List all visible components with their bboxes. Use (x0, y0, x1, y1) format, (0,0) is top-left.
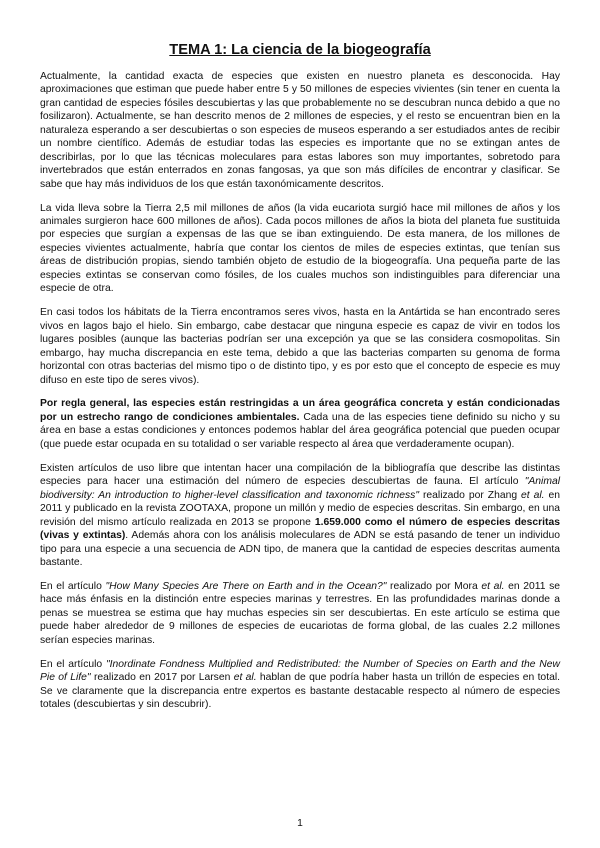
paragraph-7-text-a: En el artículo (40, 658, 106, 670)
paragraph-1: Actualmente, la cantidad exacta de especies que existen en nuestro planeta es desconocida. Hay aproximaciones que estiman que puede haber entre 5 y 50 millones de especies vivientes (sin tener en cuenta la gran cantidad de especies fósiles descubiertas y las que probablemente no se descubran nunca debido a que no fosilizaron). Actualmente, se han descrito menos de 2 millones de especies, y el resto se encuentran bien en la naturaleza esperando a ser descubiertas o son especies de museos esperando a ser estudiados antes de recibir un nombre científico. Además de estudiar todas las especies es importante que no se extingan antes de describirlas, por lo que las técnicas moleculares para estas labores son muy importantes, sobretodo para invertebrados que están enterrados en zonas fangosas, ya que son más difíciles de encontrar y clasificar. Se sabe que hay más individuos de los que están taxonómicamente descritos. (40, 71, 560, 190)
paragraph-3: En casi todos los hábitats de la Tierra encontramos seres vivos, hasta en la Antártida se han encontrado seres vivos en lagos bajo el hielo. Sin embargo, cabe destacar que ninguna especie es capaz de vivir en todos los lugares posibles (aunque las bacterias podrían ser una excepción ya que se las considera cosmopolitas. Sin embargo, hay mucha discrepancia en este tema, debido a que las bacterias comparten su genoma de forma horizontal con otras bacterias del mismo tipo o de distinto tipo, y es por esto que el concepto de especie es muy difuso en este tipo de seres vivos). (40, 307, 560, 386)
paragraph-4 (40, 397, 560, 451)
paragraph-5-text-b: realizado por Zhang (419, 489, 522, 501)
paragraph-7-text-c: hablan de que podría haber hasta un trillón de especies en total. Se ve claramente que la discrepancia entre expertos es bastante destacable respecto al número de especies totales (descubiertas y sin descubrir). (40, 672, 560, 711)
paragraph-6-text-a: En el artículo (40, 580, 106, 592)
paragraph-6-text-c: en 2011 se hace más énfasis en la distinción entre especies marinas y terrestres. En las profundidades marinas donde a penas se muestrea se estima que hay muchas especies sin ser descubiertas. En este artículo se estima que puede haber alrededor de 9 millones de especies de eucariotas de forma global, de las cuales 2.2 millones serían especies marinas. (40, 580, 560, 646)
article-title-mora: "How Many Species Are There on Earth and in the Ocean?" (105, 580, 387, 592)
species-count-statement: 1.659.000 como el número de especies descritas (vivas y extintas) (40, 516, 560, 542)
et-al: et al. (481, 580, 505, 592)
paragraph-4-text: Cada una de las especies tiene definido su nicho y su área en base a estas condiciones y entonces podemos hablar del área geográfica potencial que pueden ocupar (que puede estar ocupada en su totalidad o ser variable respecto al área que verdaderamente ocupan). (40, 411, 560, 450)
paragraph-7-text-b: realizado en 2017 por Larsen (90, 672, 234, 684)
paragraph-7 (40, 658, 560, 712)
article-title-larsen: "Inordinate Fondness Multiplied and Redistributed: the Number of Species on Earth and the New Pie of Life" (40, 658, 560, 684)
article-title-zhang: "Animal biodiversity: An introduction to higher-level classification and taxonomic richness" (40, 476, 560, 501)
paragraph-5-text-c: en 2011 y publicado en la revista ZOOTAXA, propone un millón y medio de especies descritas. Sin embargo, en una revisión del mismo artículo realizada en 2013 se propone (40, 489, 560, 528)
paragraph-6 (40, 580, 560, 647)
paragraph-2: La vida lleva sobre la Tierra 2,5 mil millones de años (la vida eucariota surgió hace mil millones de años y los animales surgieron hace 600 millones de años). Cada pocos millones de años la biota del planeta fue sustituida por especies que surgían a expensas de las que se iban extinguiendo. De esta manera, de los millones de especies vivientes actualmente, habría que contar los cientos de miles de especies extintas, que tenían sus áreas de distribución propias, siendo también objeto de estudio de la biogeografía. Una pequeña parte de las especies extintas se conservan como fósiles, de los cuales muchos son indistinguibles para diferenciar una especie de otra. (40, 202, 560, 295)
page-number: 1 (297, 818, 303, 829)
et-al: et al. (521, 489, 545, 501)
paragraph-5 (40, 462, 560, 570)
page-title: TEMA 1: La ciencia de la biogeografía (169, 42, 431, 58)
paragraph-6-text-b: realizado por Mora (386, 580, 482, 592)
paragraph-5-text-d: . Además ahora con los análisis moleculares de ADN se está pasando de tener un individuo tipo para una especie a una secuencia de ADN tipo, de manera que la cantidad de especies descritas aumenta bastante. (40, 530, 561, 568)
bold-statement: Por regla general, las especies están restringidas a un área geográfica concreta y están condicionadas por un estrecho rango de condiciones ambientales. (40, 398, 560, 423)
document-body (40, 70, 560, 722)
paragraph-5-text-a: Existen artículos de uso libre que intentan hacer una compilación de la bibliografía que describe las distintas especies para hacer una estimación del número de especies descubiertas de fauna. El artículo (40, 462, 560, 488)
et-al: et al. (233, 672, 257, 684)
